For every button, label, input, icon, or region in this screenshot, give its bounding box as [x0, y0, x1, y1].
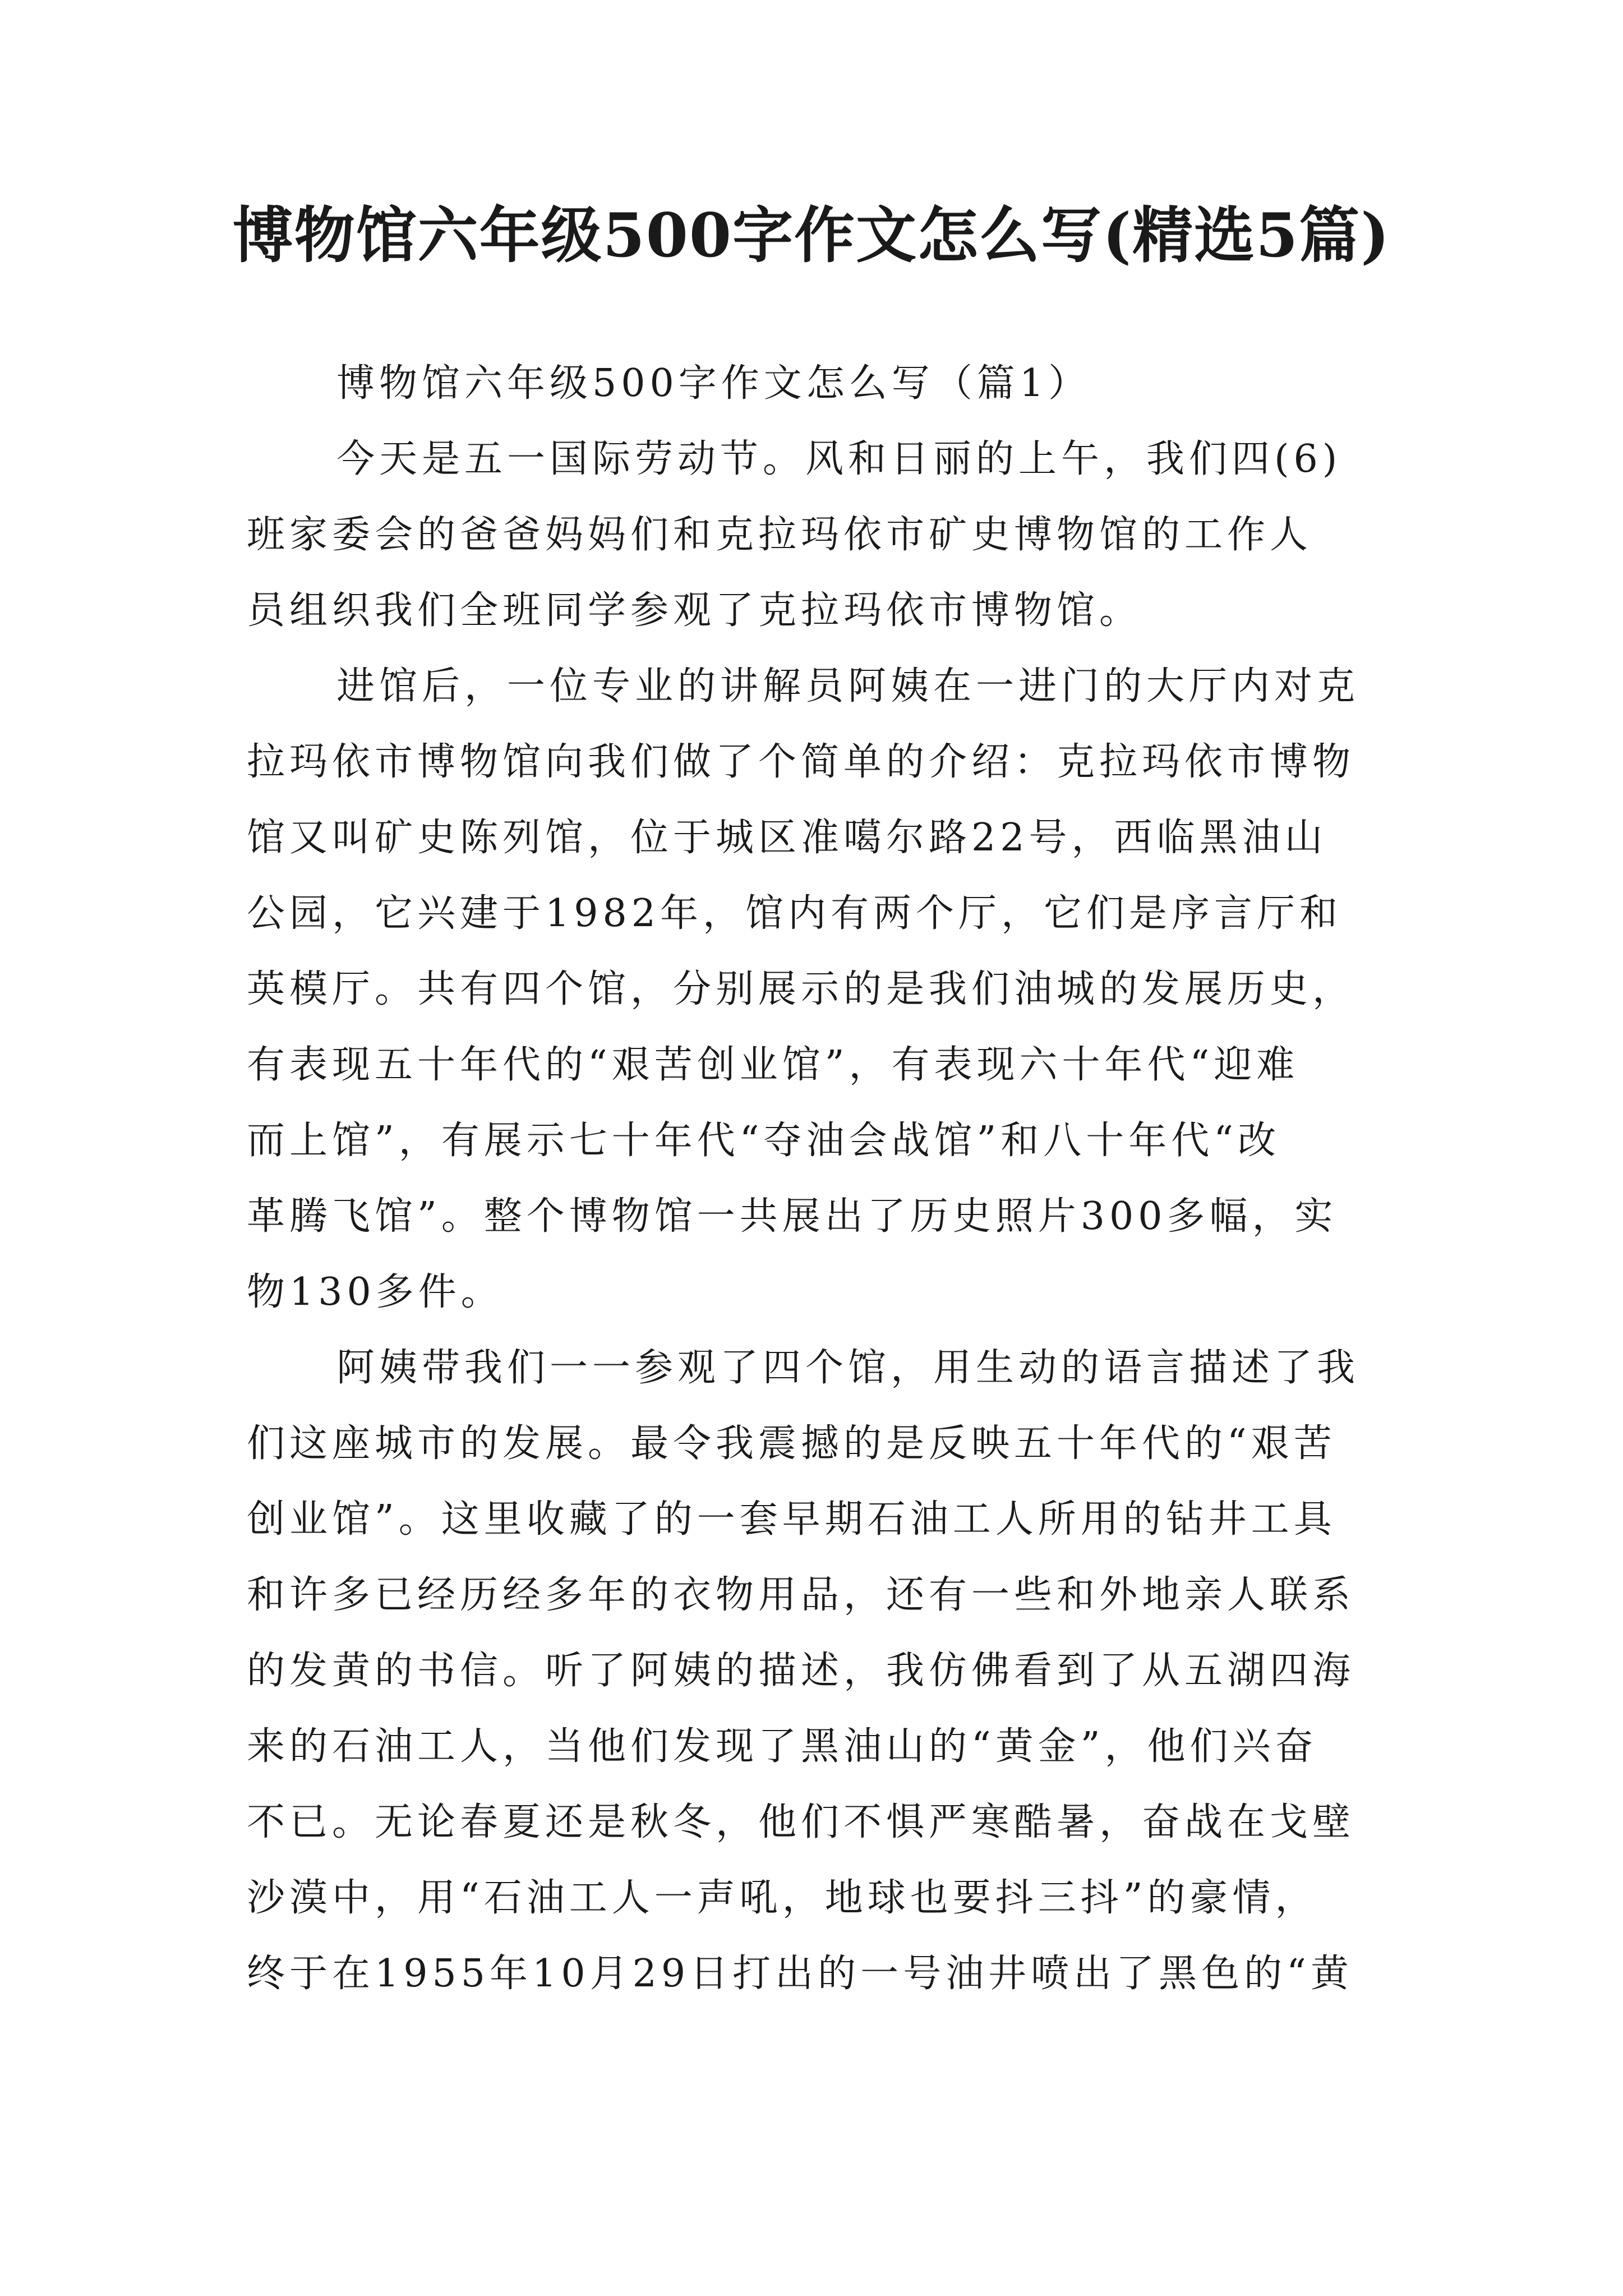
paragraph-line: 们这座城市的发展。最令我震撼的是反映五十年代的“艰苦	[247, 1421, 1336, 1466]
paragraph-line: 的发黄的书信。听了阿姨的描述，我仿佛看到了从五湖四海	[247, 1649, 1355, 1693]
paragraph-line: 沙漠中，用“石油工人一声吼，地球也要抖三抖”的豪情，	[247, 1876, 1318, 1920]
paragraph-line: 而上馆”，有展示七十年代“夺油会战馆”和八十年代“改	[247, 1119, 1281, 1163]
paragraph-line: 物130多件。	[247, 1270, 504, 1314]
paragraph-line: 终于在1955年10月29日打出的一号油井喷出了黑色的“黄	[247, 1952, 1353, 1996]
paragraph-line: 革腾飞馆”。整个博物馆一共展出了历史照片300多幅，实	[247, 1194, 1338, 1239]
section-heading: 博物馆六年级500字作文怎么写（篇1）	[336, 361, 1091, 406]
paragraph-line: 公园，它兴建于1982年，馆内有两个厅，它们是序言厅和	[247, 891, 1343, 936]
paragraph-line: 员组织我们全班同学参观了克拉玛依市博物馆。	[247, 588, 1142, 633]
paragraph-line: 有表现五十年代的“艰苦创业馆”，有表现六十年代“迎难	[247, 1043, 1299, 1087]
paragraph-line: 和许多已经历经多年的衣物用品，还有一些和外地亲人联系	[247, 1573, 1355, 1617]
paragraph-line: 英模厅。共有四个馆，分别展示的是我们油城的发展历史，	[247, 967, 1355, 1011]
paragraph-line: 拉玛依市博物馆向我们做了个简单的介绍：克拉玛依市博物	[247, 740, 1355, 784]
paragraph-line: 班家委会的爸爸妈妈们和克拉玛依市矿史博物馆的工作人	[247, 513, 1313, 557]
paragraph-line: 来的石油工人，当他们发现了黑油山的“黄金”，他们兴奋	[247, 1724, 1318, 1769]
document-body	[247, 346, 1391, 2012]
paragraph-line: 今天是五一国际劳动节。风和日丽的上午，我们四(6)	[336, 437, 1342, 481]
paragraph-2	[247, 648, 1391, 1330]
paragraph-line: 创业馆”。这里收藏了的一套早期石油工人所用的钻井工具	[247, 1497, 1336, 1542]
paragraph-line: 馆又叫矿史陈列馆，位于城区准噶尔路22号，西临黑油山	[247, 816, 1327, 860]
paragraph-line: 阿姨带我们一一参观了四个馆，用生动的语言描述了我	[336, 1346, 1360, 1390]
paragraph-1	[247, 421, 1391, 648]
paragraph-line: 不已。无论春夏还是秋冬，他们不惧严寒酷暑，奋战在戈壁	[247, 1800, 1355, 1844]
document-title: 博物馆六年级500字作文怎么写(精选5篇)	[232, 200, 1391, 271]
paragraph-3	[247, 1330, 1391, 2012]
paragraph-line: 进馆后，一位专业的讲解员阿姨在一进门的大厅内对克	[336, 664, 1360, 708]
